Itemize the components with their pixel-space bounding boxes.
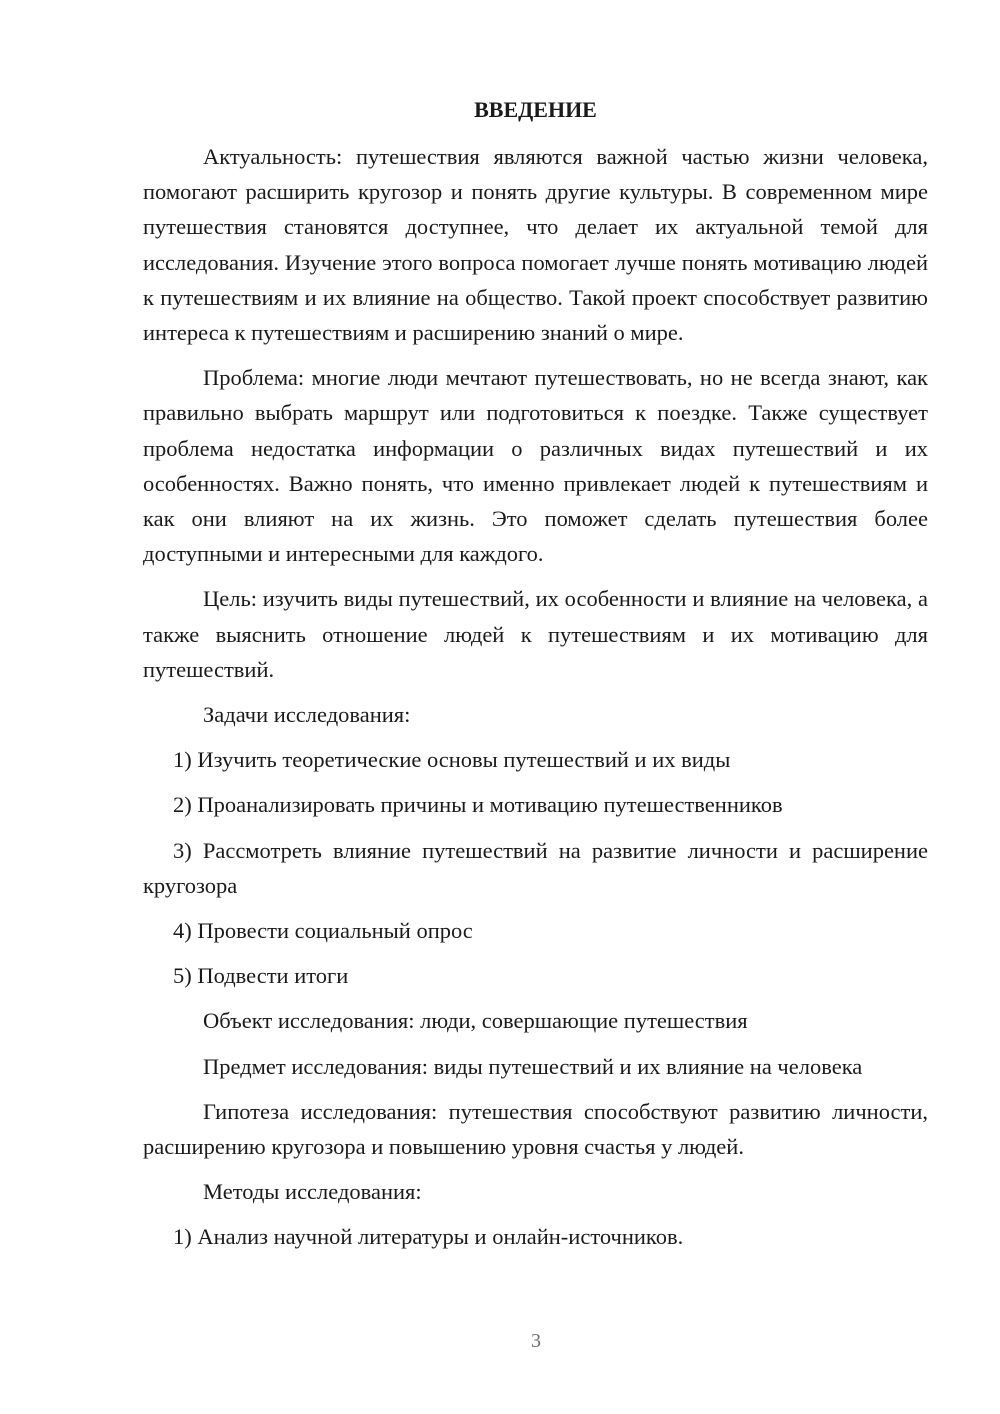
task-item-3: 3) Рассмотреть влияние путешествий на развитие личности и расширение кругозора	[143, 837, 928, 898]
section-title: ВВЕДЕНИЕ	[474, 97, 597, 122]
method-item-1: 1) Анализ научной литературы и онлайн-источников.	[173, 1224, 684, 1250]
research-object: Объект исследования: люди, совершающие путешествия	[203, 1008, 748, 1034]
page-content	[143, 95, 928, 1265]
paragraph-problem: Проблема: многие люди мечтают путешествовать, но не всегда знают, как правильно выбрать маршрут или подготовиться к поездке. Также существует проблема недостатка информации о различных видах путешествий и их особенностях. Важно понять, что именно привлекает людей к путешествиям и как они влияют на их жизнь. Это поможет сделать путешествия более доступными и интересными для каждого.	[143, 365, 928, 567]
tasks-heading: Задачи исследования:	[203, 702, 411, 728]
research-subject: Предмет исследования: виды путешествий и их влияние на человека	[203, 1053, 863, 1079]
methods-heading: Методы исследования:	[203, 1179, 422, 1205]
task-item-1: 1) Изучить теоретические основы путешествий и их виды	[173, 747, 731, 773]
task-item-5: 5) Подвести итоги	[173, 963, 349, 989]
research-hypothesis: Гипотеза исследования: путешествия способствуют развитию личности, расширению кругозора и повышению уровня счастья у людей.	[143, 1098, 928, 1160]
task-item-2: 2) Проанализировать причины и мотивацию путешественников	[173, 792, 783, 818]
page-number: 3	[531, 1330, 541, 1352]
task-item-4: 4) Провести социальный опрос	[173, 918, 473, 944]
paragraph-relevance: Актуальность: путешествия являются важной частью жизни человека, помогают расширить кругозор и понять другие культуры. В современном мире путешествия становятся доступнее, что делает их актуальной темой для исследования. Изучение этого вопроса помогает лучше понять мотивацию людей к путешествиям и их влияние на общество. Такой проект способствует развитию интереса к путешествиям и расширению знаний о мире.	[143, 144, 928, 346]
paragraph-goal: Цель: изучить виды путешествий, их особенности и влияние на человека, а также выяснить отношение людей к путешествиям и их мотивацию для путешествий.	[143, 586, 928, 682]
